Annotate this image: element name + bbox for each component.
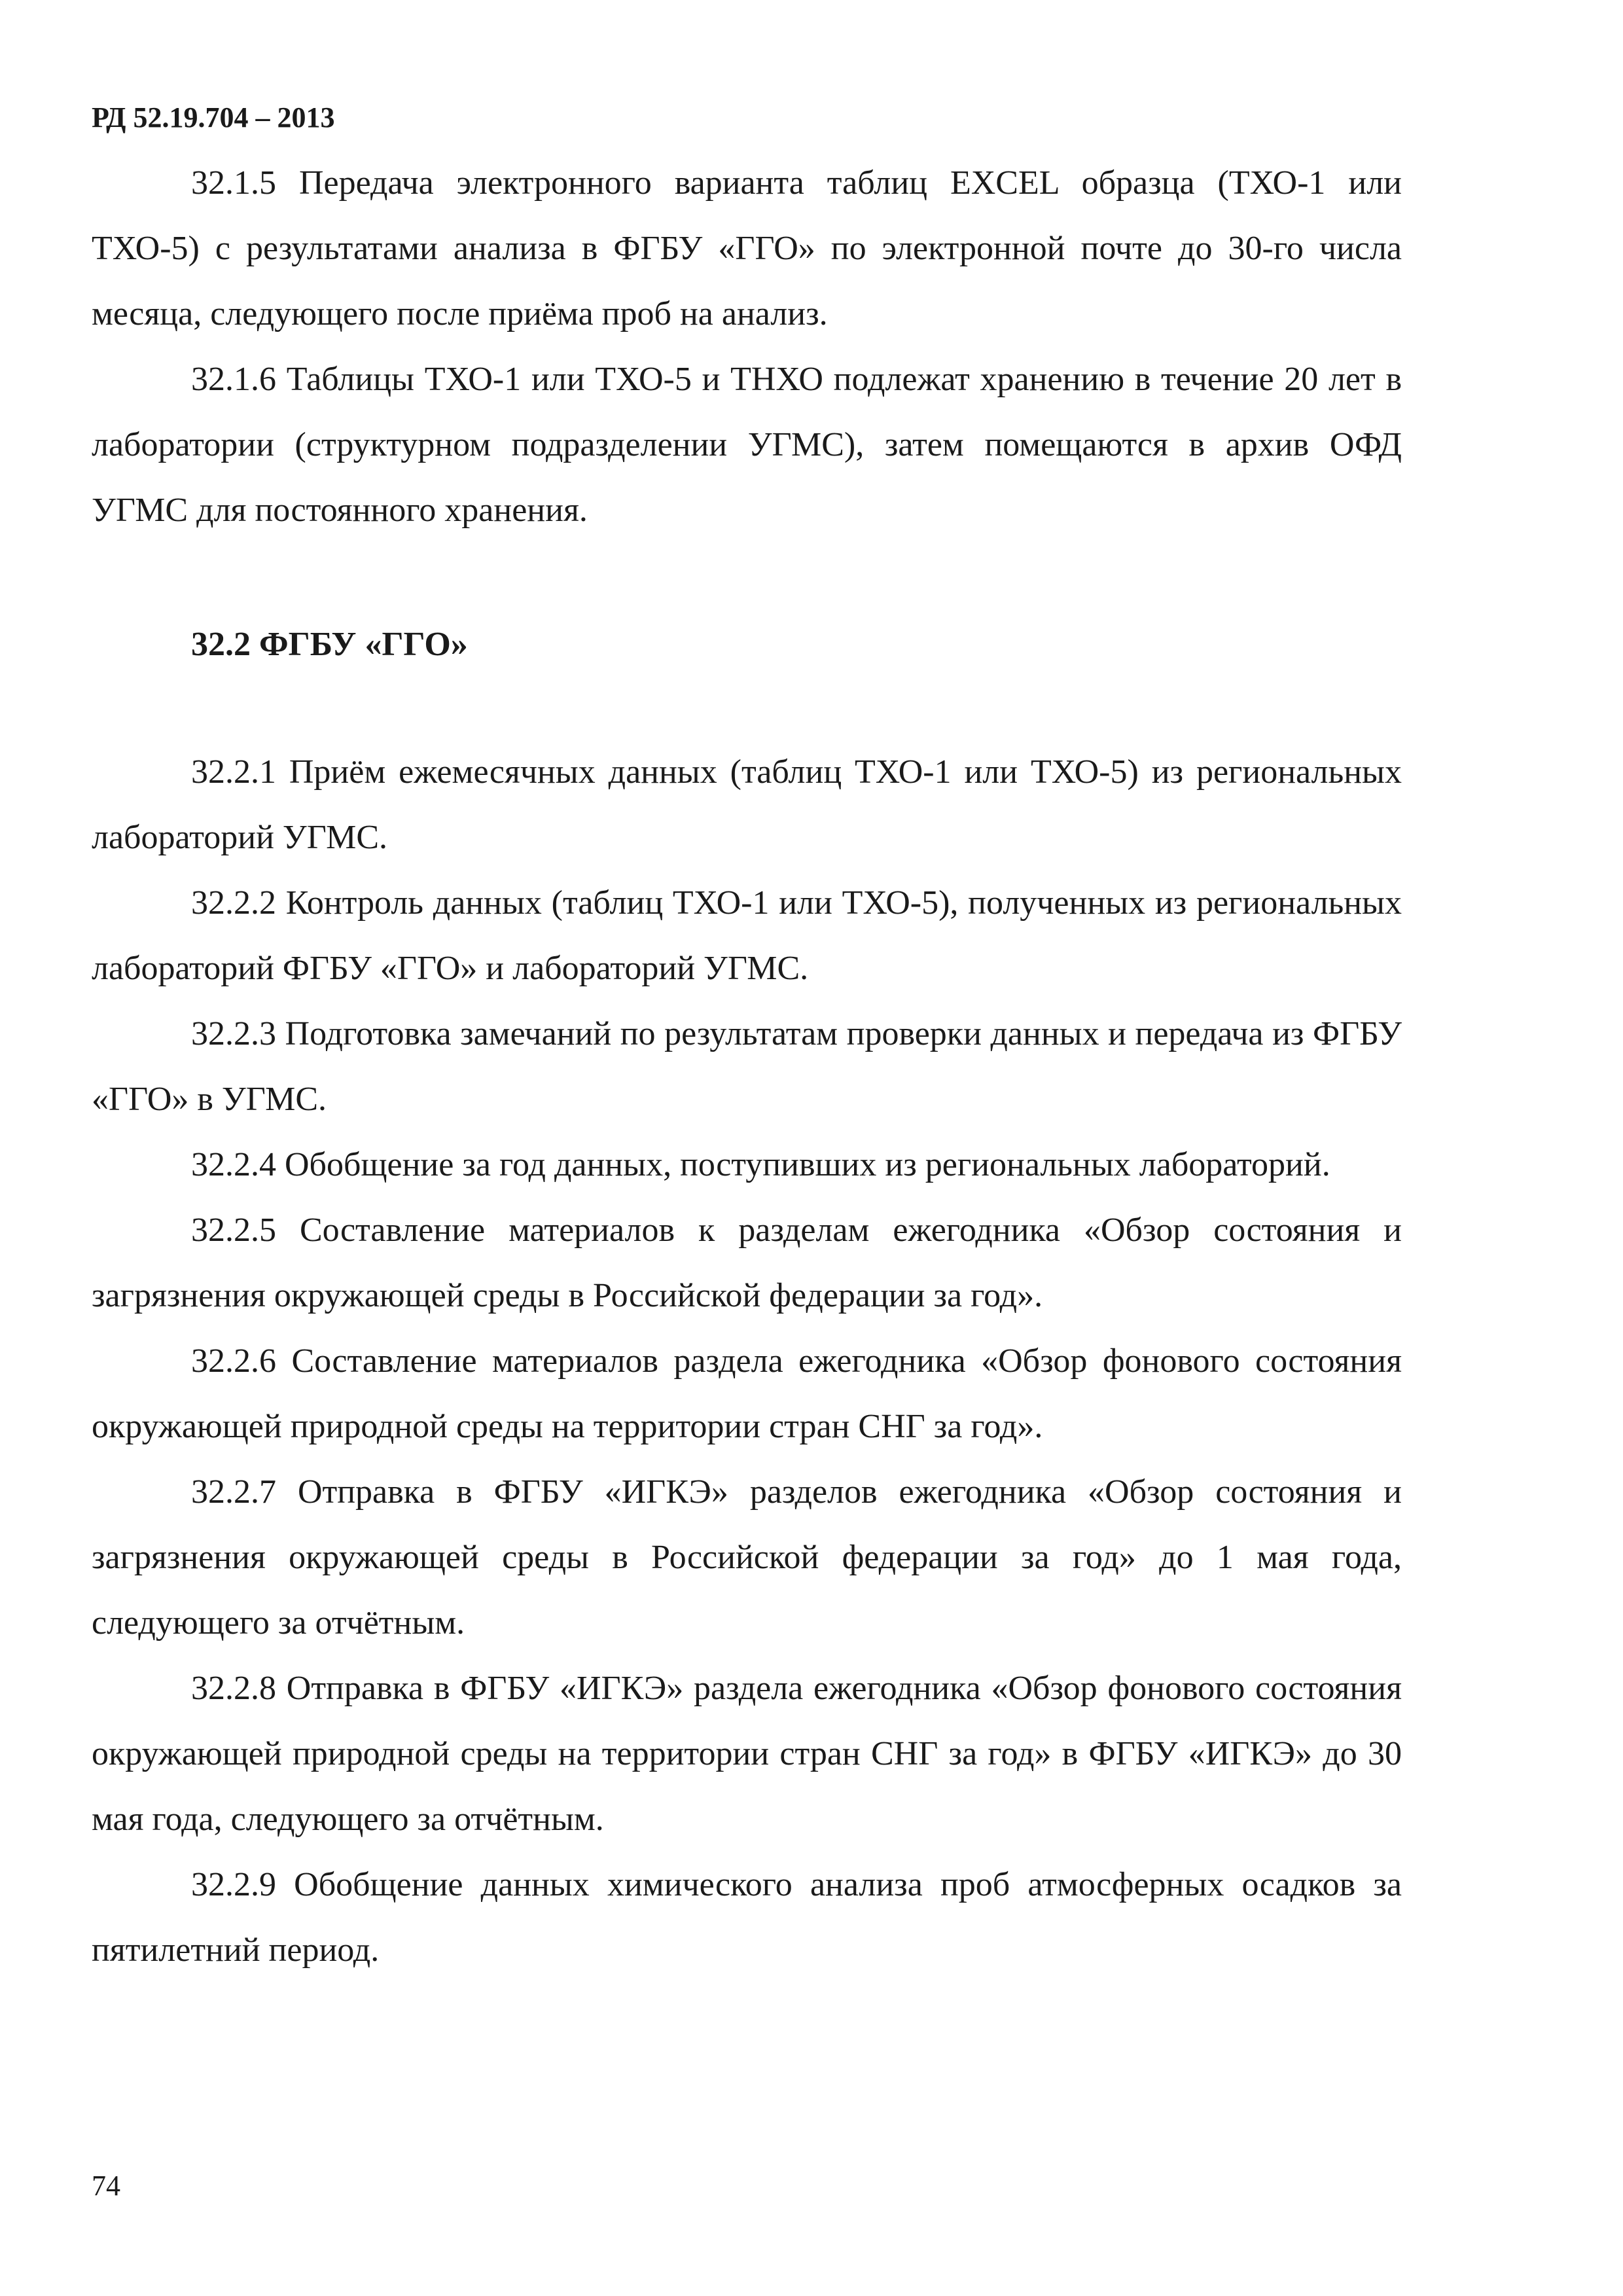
section-heading-32-2: 32.2 ФГБУ «ГГО»: [191, 626, 468, 663]
paragraph-32-1-6: 32.1.6 Таблицы ТХО-1 или ТХО-5 и ТНХО подлежат хранению в течение 20 лет в лаборатории (структурном подразделении УГМС), затем помещаются в архив ОФД УГМС для постоянного хранения.: [92, 361, 1402, 529]
page-number: 74: [92, 2170, 120, 2202]
paragraph-32-2-1: 32.2.1 Приём ежемесячных данных (таблиц ТХО-1 или ТХО-5) из региональных лабораторий УГМС.: [92, 753, 1402, 856]
paragraph-32-2-7: 32.2.7 Отправка в ФГБУ «ИГКЭ» разделов ежегодника «Обзор состояния и загрязнения окружающей среды в Российской федерации за год» до 1 мая года, следующего за отчётным.: [92, 1473, 1402, 1641]
paragraph-32-2-9: 32.2.9 Обобщение данных химического анализа проб атмосферных осадков за пятилетний период.: [92, 1866, 1402, 1969]
paragraph-32-2-2: 32.2.2 Контроль данных (таблиц ТХО-1 или ТХО-5), полученных из региональных лабораторий ФГБУ «ГГО» и лабораторий УГМС.: [92, 884, 1402, 987]
paragraph-32-1-5: 32.1.5 Передача электронного варианта таблиц EXCEL образца (ТХО-1 или ТХО-5) с результатами анализа в ФГБУ «ГГО» по электронной почте до 30-го числа месяца, следующего после приёма проб на анализ.: [92, 164, 1402, 332]
section-32-1-body: [92, 151, 1402, 543]
paragraph-32-2-5: 32.2.5 Составление материалов к разделам ежегодника «Обзор состояния и загрязнения окружающей среды в Российской федерации за год».: [92, 1211, 1402, 1314]
section-32-2-body: [92, 740, 1402, 1983]
paragraph-32-2-6: 32.2.6 Составление материалов раздела ежегодника «Обзор фонового состояния окружающей природной среды на территории стран СНГ за год».: [92, 1342, 1402, 1445]
paragraph-32-2-8: 32.2.8 Отправка в ФГБУ «ИГКЭ» раздела ежегодника «Обзор фонового состояния окружающей природной среды на территории стран СНГ за год» в ФГБУ «ИГКЭ» до 30 мая года, следующего за отчётным.: [92, 1670, 1402, 1838]
document-code: РД 52.19.704 – 2013: [92, 101, 335, 134]
paragraph-32-2-4: 32.2.4 Обобщение за год данных, поступивших из региональных лабораторий.: [191, 1146, 1330, 1183]
paragraph-32-2-3: 32.2.3 Подготовка замечаний по результатам проверки данных и передача из ФГБУ «ГГО» в УГМС.: [92, 1015, 1402, 1118]
